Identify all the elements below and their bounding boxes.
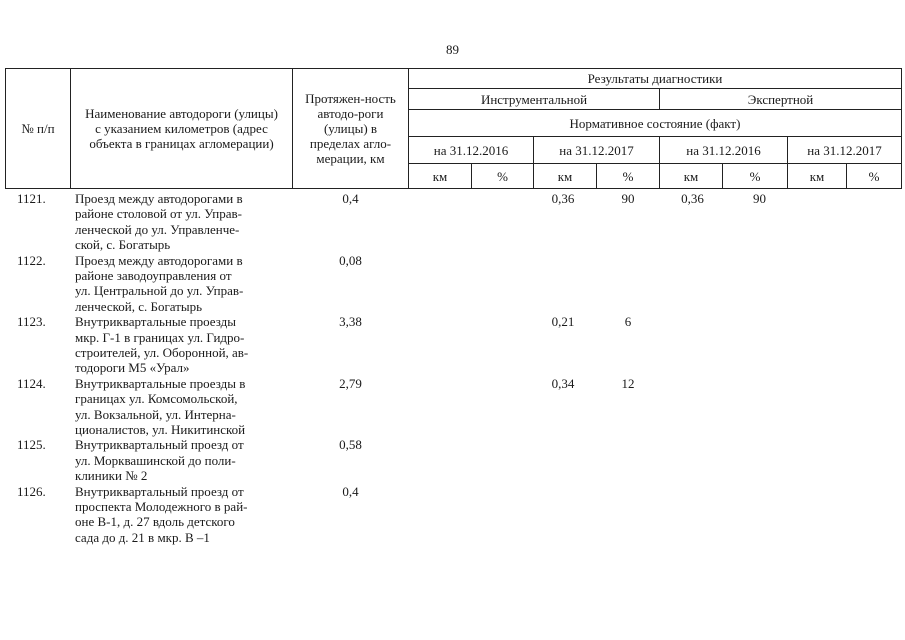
row-expert-2016-pct: 90 [753,191,766,206]
header-pct: % [472,164,534,189]
header-pct: % [847,164,902,189]
row-road-name [75,437,295,483]
header-pct: % [597,164,660,189]
road-name-line: Проезд между автодорогами в [75,191,243,206]
road-name-line: Внутриквартальные проезды [75,314,236,330]
road-name-line: районе столовой от ул. Управ- [75,206,242,222]
table-row [5,437,891,483]
row-length: 0,4 [342,191,359,206]
road-name-line: тодороги М5 «Урал» [75,360,190,376]
road-name-line: сада до д. 21 в мкр. В –1 [75,529,210,545]
header-instrumental: Инструментальной [409,89,660,110]
road-name-line: Внутриквартальный проезд от [75,437,244,453]
row-length: 0,58 [339,437,362,453]
header-length: Протяжен-ность автодо-роги (улицы) в пределах агло-мерации, км [293,69,409,189]
row-road-name [75,314,295,376]
header-results: Результаты диагностики [409,69,902,89]
table-row [5,314,891,376]
row-number: 1125. [17,437,46,453]
road-name-line: строителей, ул. Оборонной, ав- [75,345,249,360]
row-length: 0,4 [342,483,359,499]
table-row [5,253,891,315]
road-name-line: оне В-1, д. 27 вдоль детского [75,514,235,530]
row-number: 1122. [17,252,46,268]
road-name-line: ленческой до ул. Управленче- [75,221,240,237]
row-road-name [75,191,295,253]
header-expert: Экспертной [660,89,902,110]
row-instr-2017-km: 0,21 [551,314,575,330]
road-name-line: мкр. Г-1 в границах ул. Гидро- [75,329,245,345]
table-row [5,191,891,253]
road-name-line: Внутриквартальный проезд от [75,483,244,499]
table-body [5,191,891,545]
row-road-name [75,484,295,546]
row-instr-2017-pct: 90 [621,191,635,206]
road-name-line: клиники № 2 [75,468,148,484]
row-length: 2,79 [339,375,362,391]
header-instr-2017: на 31.12.2017 [534,137,660,164]
road-name-line: ул. Морквашинской до поли- [75,452,236,468]
row-number: 1124. [17,375,46,391]
road-name-line: ской, с. Богатырь [75,237,171,253]
road-name-line: ул. Центральной до ул. Управ- [75,283,244,299]
row-instr-2017-pct: 6 [624,314,632,330]
header-normative: Нормативное состояние (факт) [409,110,902,137]
row-instr-2017-km: 0,36 [551,191,575,206]
header-num: № п/п [6,69,71,189]
row-length: 0,08 [339,252,362,268]
header-table [5,68,902,189]
table-row [5,484,891,546]
row-road-name [75,253,295,315]
row-length: 3,38 [339,314,362,330]
road-name-line: Проезд между автодорогами в [75,252,243,268]
row-road-name [75,376,295,438]
header-km: км [660,164,723,189]
header-km: км [534,164,597,189]
row-instr-2017-km: 0,34 [551,375,575,391]
road-name-line: районе заводоуправления от [75,268,232,283]
road-name-line: проспекта Молодежного в рай- [75,498,248,514]
header-expert-2017: на 31.12.2017 [788,137,902,164]
row-instr-2017-pct: 12 [621,375,635,391]
road-name-line: Внутриквартальные проезды в [75,375,246,391]
header-pct: % [723,164,788,189]
row-number: 1126. [17,483,46,499]
road-name-line: ционалистов, ул. Никитинской [75,422,246,437]
header-km: км [409,164,472,189]
row-number: 1121. [17,191,46,206]
row-expert-2016-km: 0,36 [681,191,704,206]
road-name-line: ул. Вокзальной, ул. Интерна- [75,406,236,422]
road-name-line: ленческой, с. Богатырь [75,298,203,314]
table-row [5,376,891,438]
header-expert-2016: на 31.12.2016 [660,137,788,164]
header-instr-2016: на 31.12.2016 [409,137,534,164]
page-number: 89 [446,42,459,57]
row-number: 1123. [17,314,46,330]
road-name-line: границах ул. Комсомольской, [75,391,238,407]
header-km: км [788,164,847,189]
header-name: Наименование автодороги (улицы) с указанием километров (адрес объекта в границах агломерации) [71,69,293,189]
